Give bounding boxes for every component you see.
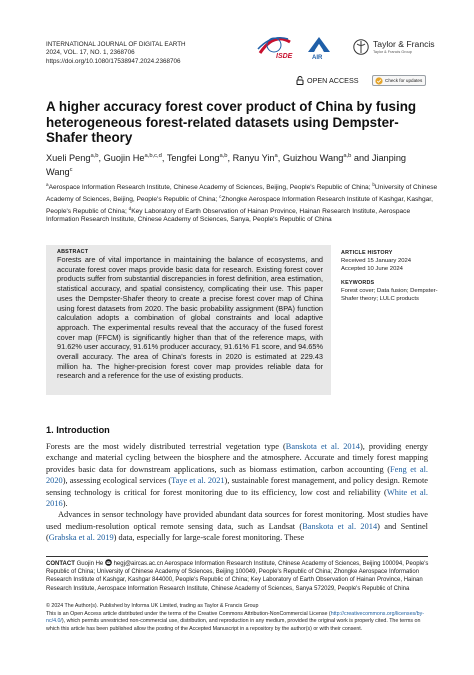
journal-name: INTERNATIONAL JOURNAL OF DIGITAL EARTH — [46, 41, 186, 48]
check-for-updates-button[interactable] — [372, 75, 426, 86]
keywords-label: KEYWORDS — [341, 280, 375, 286]
accepted-date: Accepted 10 June 2024 — [341, 266, 403, 272]
citation-link[interactable]: White et al. 2016 — [46, 487, 428, 509]
email-icon — [105, 559, 112, 566]
tf-emblem-icon — [353, 38, 369, 56]
license-link[interactable]: http://creativecommons.org/licenses/by-nc/4.0/ — [46, 610, 425, 624]
publisher-logos — [254, 34, 444, 64]
license-footnote — [46, 603, 434, 633]
contact-label: CONTACT — [46, 561, 75, 567]
svg-text:ISDE: ISDE — [276, 53, 293, 60]
contact-email[interactable]: hegj@aircas.ac.cn — [113, 561, 164, 567]
access-row — [296, 75, 432, 87]
author-item[interactable]: Xueli Peng$^{a,b}$ — [46, 153, 99, 164]
author-list: Xueli Peng$^{a,b}$, Guojin He$^{a,b,c,d}$, Tengfei Long$^{a,b}$, Ranyu Yin$^a$, Guizhou Wang$^{a,b}$ and Jianping Wang$^c$ — [46, 153, 407, 178]
open-lock-icon — [296, 76, 304, 85]
citation-link[interactable]: Banskota et al. 2014 — [285, 442, 360, 451]
journal-meta — [46, 41, 186, 66]
publisher-subtitle: Taylor & Francis Group — [373, 50, 412, 54]
check-updates-icon — [375, 77, 383, 85]
contact-footnote — [46, 559, 434, 593]
introduction-body — [46, 441, 428, 544]
contact-name: Guojin He — [76, 561, 104, 567]
article-history-label: ARTICLE HISTORY — [341, 250, 393, 256]
affiliation-item: Key Laboratory of Earth Observation of Hainan Province, Hainan Research Institute, Aerospace Information Research Institute, Chinese Academy of Sciences, Sanya, People's Republic of China — [46, 207, 411, 224]
section-heading-introduction: 1. Introduction — [46, 425, 110, 435]
publisher-name: Taylor & Francis — [373, 39, 435, 49]
check-updates-label: Check for updates — [385, 78, 423, 83]
affiliation-item: University of Chinese Academy of Sciences, Beijing, People's Republic of China; — [46, 184, 438, 203]
taylor-francis-logo — [353, 38, 435, 61]
citation-link[interactable]: Feng et al. 2020 — [46, 464, 428, 486]
received-date: Received 15 January 2024 — [341, 258, 412, 264]
doi-link[interactable]: https://doi.org/10.1080/17538947.2024.2368706 — [46, 57, 181, 65]
author-item[interactable]: Guojin He$^{a,b,c,d}$ — [103, 153, 162, 164]
isde-logo-icon — [254, 34, 296, 60]
article-title: A higher accuracy forest cover product of China by fusing heterogeneous forest-related datasets using Dempster-Shafer theory — [46, 99, 417, 146]
author-item[interactable]: Guizhou Wang$^{a,b}$ — [282, 153, 352, 164]
intro-paragraph-2: Advances in sensor technology have provided abundant data sources for forest monitoring. Most studies have used medium-resolution optical remote sensing data, such as Landsat (Banskota et al. 2014) and Sentinel (Grabska et al. 2019) data, especially for large-scale forest monitoring. These — [46, 510, 428, 543]
author-item[interactable]: Ranyu Yin$^a$ — [232, 153, 278, 164]
citation-link[interactable]: Banskota et al. 2014 — [302, 521, 378, 531]
author-item[interactable]: Tengfei Long$^{a,b}$ — [166, 153, 228, 164]
open-access-label: OPEN ACCESS — [307, 76, 359, 85]
open-access-badge — [296, 76, 359, 85]
article-side-info — [341, 249, 441, 303]
citation-link[interactable]: Taye et al. 2021 — [171, 476, 225, 486]
affiliation-item: Zhongke Aerospace Information Research Institute of Kashgar, Kashgar, People's Republic of China; — [46, 195, 433, 215]
footnote-divider — [46, 556, 428, 557]
keywords-text: Forest cover; Data fusion; Dempster-Shafer theory; LULC products — [341, 288, 438, 302]
license-text: This is an Open Access article distributed under the terms of the Creative Commons Attribution-NonCommercial License (http://creativecommons.org/licenses/by-nc/4.0/), which permits unrestricted non-commercial use, distribution, and reproduction in any medium, provided the original work is properly cited. The terms on which this article has been published allow the posting of the Accepted Manuscript in a repository by the author(s) or with their consent. — [46, 610, 425, 632]
abstract-box — [46, 245, 331, 395]
intro-paragraph-1: Forests are the most widely distributed terrestrial vegetation type (Banskota et al. 2014), providing energy exchange and material cycling between the biosphere and the atmosphere. Accurate and timely forest mapping provides basic data for downstream applications, such as biomass estimation, carbon accounting (Feng et al. 2020), assessing ecological services (Taye et al. 2021), sustainable forest management, and policy design. Remote sensing technology is critical for forest monitoring due to its efficiency, low cost and reliability (White et al. 2016). — [46, 442, 428, 509]
journal-volume: 2024, VOL. 17, NO. 1, 2368706 — [46, 49, 135, 57]
citation-link[interactable]: Grabska et al. 2019 — [48, 533, 114, 543]
affiliations: $^a$Aerospace Information Research Institute, Chinese Academy of Sciences, Beijing, People's Republic of China; $^b$University of Chinese Academy of Sciences, Beijing, People's Republic of China; $^c$Zhongke Aerospace Information Research Institute of Kashgar, Kashgar, People's Republic of China; $^d$Key Laboratory of Earth Observation of Hainan Province, Hainan Research Institute, Aerospace Information Research Institute, Chinese Academy of Sciences, Sanya, People's Republic of China — [46, 182, 438, 224]
abstract-label: ABSTRACT — [57, 249, 89, 255]
copyright-line: © 2024 The Author(s). Published by Informa UK Limited, trading as Taylor & Francis Group — [46, 603, 259, 609]
affiliation-item: Aerospace Information Research Institute, Chinese Academy of Sciences, Beijing, People's Republic of China; — [48, 184, 373, 192]
author-item[interactable]: Jianping Wang$^c$ — [46, 153, 407, 178]
air-logo-icon — [306, 36, 332, 60]
contact-address: Aerospace Information Research Institute, Chinese Academy of Sciences, Beijing 100094, People's Republic of China; University of Chinese Academy of Sciences, Beijing 100049, People's Republic of China; Zhongke Aerospace Information Research Institute of Kashgar, Kashgar 844000, People's Republic of China; Key Laboratory of Earth Observation of Hainan Province, Hainan Research Institute, Aerospace Information Research Institute, Chinese Academy of Sciences, Sanya 572029, People's Republic of China — [46, 561, 429, 592]
abstract-text: Forests are of vital importance in maintaining the balance of ecosystems, and accurate forest cover maps provide basic data for research. Existing forest cover products suffer from substantial discrepancies in forest definition, area estimation, statistical accuracy, and spatial consistency, complicating their use. This paper uses the Dempster-Shafer theory to create a precise forest cover map of China using forest datasets from 2020. The basic probability assignment (BPA) function calculation adopts a combination of global constraints and local adaptive approach. The experimental results reveal that the accuracy of the fused forest cover map (FFCM) is significantly higher than that of the reference maps, with 91.62% user accuracy, 91.61% producer accuracy, 91.61% F1 score, and 94.65% overall accuracy. The area of China's forests in 2020 is estimated at 229.43 million ha. The higher-precision forest cover map provides reliable data for research and a reference for the use of existing products. — [57, 255, 323, 381]
svg-text:AIR: AIR — [312, 55, 323, 60]
